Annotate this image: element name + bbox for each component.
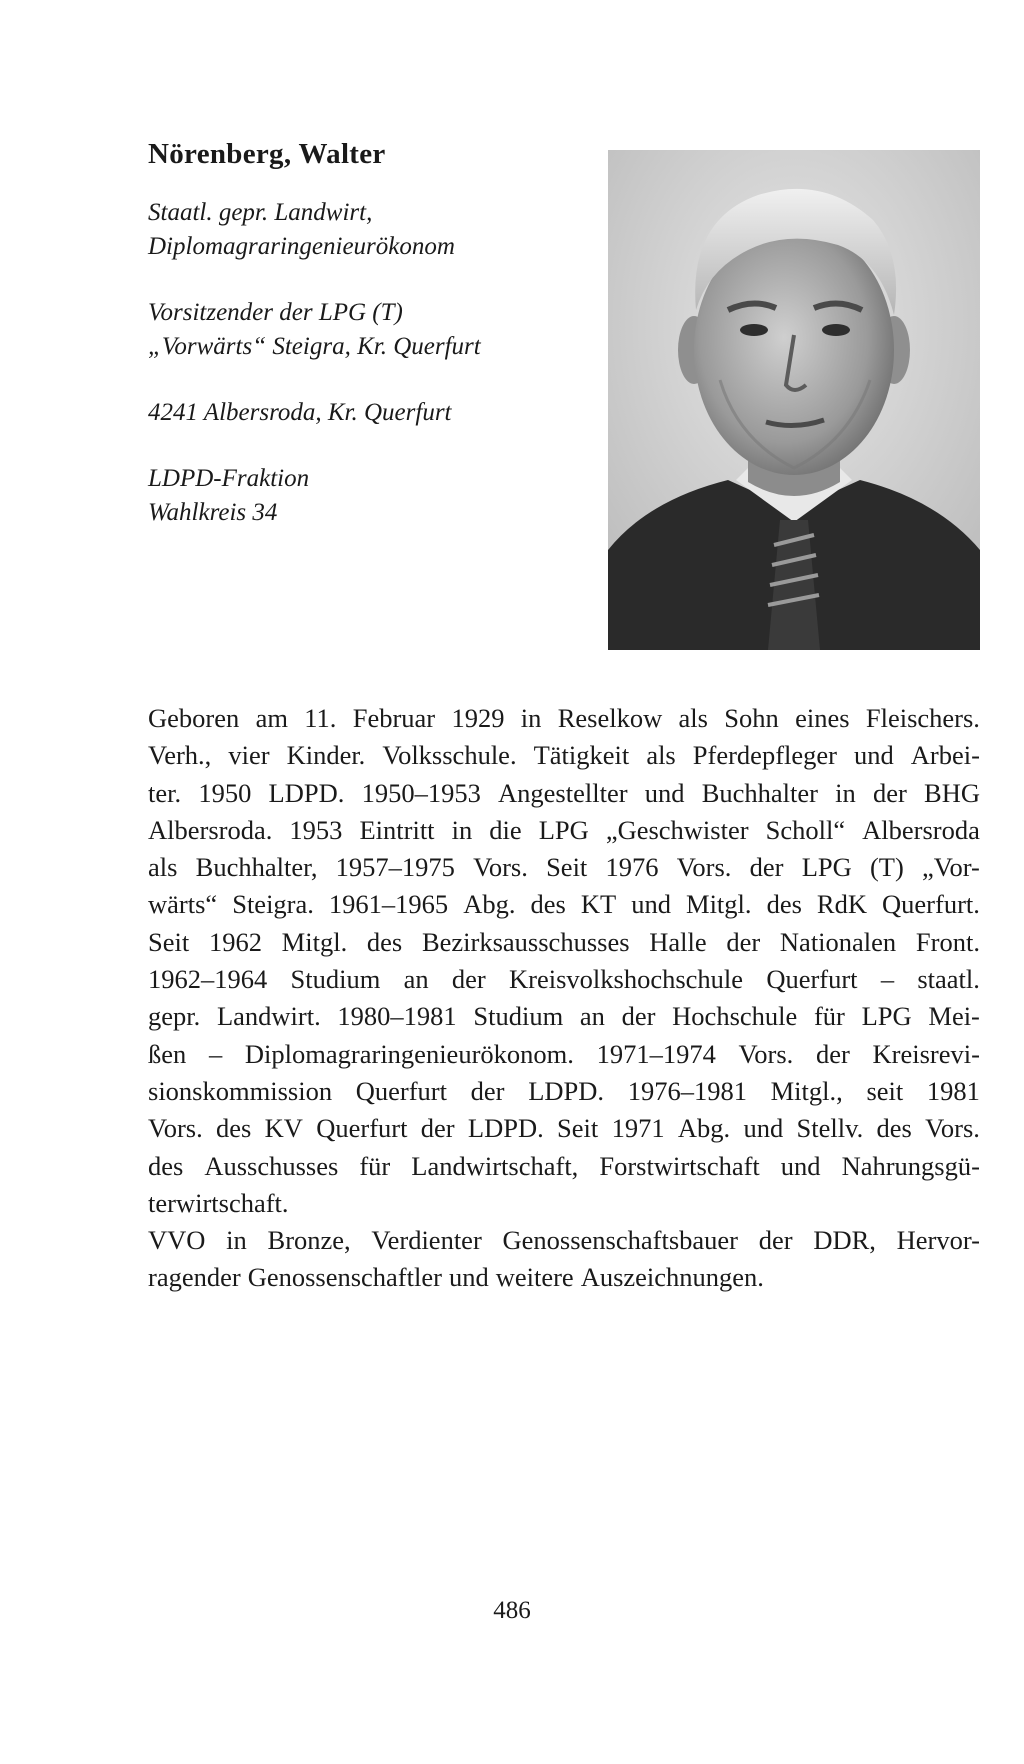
biography-word: die	[489, 814, 522, 845]
biography-word: vier	[228, 740, 270, 771]
biography-word: Bronze,	[267, 1225, 351, 1256]
biography-word: sionskommission	[148, 1075, 333, 1106]
biography-line	[148, 812, 980, 849]
biography-line	[148, 1036, 980, 1073]
biography-word: Geboren	[148, 703, 240, 733]
biography-word: 1957–1975	[335, 852, 455, 883]
position	[148, 296, 588, 364]
biography-word: VVO	[148, 1225, 206, 1256]
biography-word: Sohn	[724, 703, 779, 733]
biography-word: „Vor-	[922, 852, 980, 883]
biography-word: Studium	[290, 964, 381, 995]
biography-word: Auszeichnungen.	[580, 1262, 764, 1293]
biography-word: 1976–1981	[627, 1075, 747, 1106]
biography-word: Eintritt	[359, 814, 435, 845]
address-line: 4241 Albersroda, Kr. Querfurt	[148, 399, 452, 426]
biography-line	[148, 924, 980, 961]
biography-word: Steigra.	[232, 889, 314, 920]
biography-word: Albersroda	[862, 814, 980, 845]
biography-word: Tätigkeit	[533, 740, 630, 771]
biography-word: Kinder.	[286, 740, 366, 771]
biography-word: Kreisvolkshochschule	[509, 964, 744, 995]
biography-word: Vors.	[925, 1113, 980, 1144]
address	[148, 396, 588, 430]
biography-word: Landwirt.	[216, 1001, 321, 1032]
biography-word: Landwirtschaft,	[411, 1150, 579, 1181]
biography-word: der	[815, 1038, 850, 1069]
biography-word: Vors.	[738, 1038, 794, 1069]
biography-word: in	[835, 777, 856, 808]
person-info	[148, 196, 588, 562]
biography-word: und	[644, 777, 685, 808]
biography-word: Mei-	[928, 1001, 980, 1032]
faction-line: LDPD-Fraktion	[148, 465, 310, 492]
biography-word: 1950–1953	[361, 777, 481, 808]
biography-line	[148, 1222, 980, 1259]
biography-word: Albersroda.	[148, 814, 273, 845]
biography-word: ragender	[148, 1262, 241, 1293]
biography-word: ßen	[148, 1038, 187, 1069]
biography-word: Front.	[915, 926, 980, 957]
biography-word: des	[148, 1150, 184, 1181]
biography-word: (T)	[869, 852, 904, 883]
biography-word: der	[872, 777, 907, 808]
biography-word: Hervor-	[896, 1225, 980, 1256]
biography-word: LDPD.	[467, 1113, 544, 1144]
biography-word: Mitgl.,	[770, 1075, 843, 1106]
biography-word: Verdienter	[371, 1225, 482, 1256]
biography-word: 11.	[304, 703, 337, 733]
biography-word: 1953	[289, 814, 343, 845]
biography-word: 1971–1974	[596, 1038, 716, 1069]
biography-word: als	[646, 740, 676, 771]
biography-word: LDPD.	[268, 777, 345, 808]
biography-word: weitere	[495, 1262, 574, 1293]
biography-line	[148, 1259, 980, 1296]
biography-word: Kreisrevi-	[872, 1038, 980, 1069]
biography-word: Seit	[148, 926, 190, 957]
biography-word: Querfurt	[355, 1075, 447, 1106]
biography-word: LPG	[538, 814, 589, 845]
biography-word: 1980–1981	[337, 1001, 457, 1032]
biography-word: Volksschule.	[382, 740, 517, 771]
biography-word: Querfurt	[316, 1113, 408, 1144]
biography-word: Genossenschaftler	[247, 1262, 442, 1293]
biography-line	[148, 849, 980, 886]
biography-word: der	[420, 1113, 455, 1144]
biography-word: –	[208, 1038, 223, 1069]
biography-word: und	[854, 740, 894, 771]
biography-word: der	[726, 926, 761, 957]
biography-word: Seit	[557, 1113, 599, 1144]
biography-word: gepr.	[148, 1001, 201, 1032]
qualification-line: Diplomagraringenieurökonom	[148, 233, 455, 260]
biography-text	[148, 700, 980, 1297]
biography-word: in	[226, 1225, 247, 1256]
biography-word: Vors.	[148, 1113, 203, 1144]
biography-word: Verh.,	[148, 740, 212, 771]
biography-word: der	[758, 1225, 793, 1256]
biography-word: DDR,	[813, 1225, 876, 1256]
biography-line	[148, 737, 980, 774]
biography-word: LPG	[861, 1001, 912, 1032]
biography-line	[148, 700, 980, 737]
biography-word: Mitgl.	[281, 926, 348, 957]
biography-word: 1962	[208, 926, 262, 957]
biography-word: LPG	[801, 852, 852, 883]
biography-word: des	[216, 1113, 252, 1144]
biography-word: als	[678, 703, 708, 733]
biography-word: –	[880, 964, 895, 995]
biography-word: Querfurt.	[882, 889, 980, 920]
biography-word: Mitgl.	[686, 889, 752, 920]
biography-word: Buchhalter,	[195, 852, 318, 883]
biography-word: RdK	[816, 889, 867, 920]
biography-word: Seit	[546, 852, 588, 883]
biography-word: eines	[795, 703, 850, 733]
biography-word: 1929	[451, 703, 505, 733]
biography-line	[148, 775, 980, 812]
biography-word: LDPD.	[528, 1075, 605, 1106]
biography-word: 1981	[926, 1075, 980, 1106]
qualification	[148, 196, 588, 264]
biography-word: staatl.	[917, 964, 980, 995]
biography-word: ter.	[148, 777, 182, 808]
biography-word: Hochschule	[672, 1001, 798, 1032]
biography-word: Abg.	[677, 1113, 731, 1144]
biography-word: des	[530, 889, 566, 920]
biography-word: Reselkow	[557, 703, 663, 733]
biography-word: terwirtschaft.	[148, 1187, 289, 1218]
portrait-photo	[608, 150, 980, 650]
biography-word: Abg.	[463, 889, 516, 920]
biography-word: Diplomagraringenieurökonom.	[244, 1038, 574, 1069]
biography-word: 1976	[605, 852, 659, 883]
faction-line: Wahlkreis 34	[148, 499, 278, 526]
biography-word: wärts“	[148, 889, 218, 920]
biography-word: Bezirksausschusses	[421, 926, 630, 957]
biography-word: Ausschusses	[204, 1150, 339, 1181]
biography-word: Februar	[352, 703, 436, 733]
biography-word: der	[451, 964, 486, 995]
biography-word: Studium	[473, 1001, 564, 1032]
biography-word: KV	[264, 1113, 303, 1144]
biography-word: 1962–1964	[148, 964, 268, 995]
biography-word: und	[780, 1150, 821, 1181]
biography-word: Querfurt	[766, 964, 858, 995]
biography-word: als	[148, 852, 178, 883]
biography-word: des	[876, 1113, 912, 1144]
biography-line	[148, 961, 980, 998]
biography-line	[148, 998, 980, 1035]
person-name: Nörenberg, Walter	[148, 138, 386, 170]
position-line: Vorsitzender der LPG (T)	[148, 299, 403, 326]
biography-word: Buchhalter	[701, 777, 818, 808]
biography-word: an	[403, 964, 429, 995]
biography-word: und	[743, 1113, 784, 1144]
biography-word: am	[255, 703, 288, 733]
biography-word: Nationalen	[779, 926, 897, 957]
biography-word: der	[749, 852, 784, 883]
biography-word: Forstwirtschaft	[599, 1150, 760, 1181]
biography-word: an	[579, 1001, 605, 1032]
biography-word: der	[470, 1075, 505, 1106]
biography-word: für	[359, 1150, 391, 1181]
biography-word: Stellv.	[796, 1113, 864, 1144]
biography-word: der	[621, 1001, 656, 1032]
biography-line	[148, 886, 980, 923]
biography-word: 1971	[611, 1113, 665, 1144]
biography-line	[148, 1148, 980, 1185]
biography-word: Vors.	[676, 852, 732, 883]
qualification-line: Staatl. gepr. Landwirt,	[148, 199, 373, 226]
biography-word: des	[766, 889, 802, 920]
biography-word: Fleischers.	[865, 703, 980, 733]
biography-word: 1961–1965	[328, 889, 449, 920]
biography-word: in	[520, 703, 542, 733]
biography-word: KT	[580, 889, 617, 920]
biography-word: seit	[866, 1075, 904, 1106]
biography-word: „Geschwister	[605, 814, 749, 845]
position-line: „Vorwärts“ Steigra, Kr. Querfurt	[148, 333, 481, 360]
biography-word: Genossenschaftsbauer	[502, 1225, 738, 1256]
biography-word: in	[451, 814, 473, 845]
biography-word: Vors.	[473, 852, 528, 883]
portrait-illustration	[608, 150, 980, 650]
biography-word: Angestellter	[498, 777, 628, 808]
biography-word: BHG	[924, 777, 980, 808]
biography-word: Nahrungsgü-	[841, 1150, 980, 1181]
biography-word: Halle	[649, 926, 707, 957]
page-number: 486	[493, 1597, 531, 1624]
biography-word: 1950	[198, 777, 252, 808]
biography-word: Scholl“	[765, 814, 846, 845]
biography-word: für	[813, 1001, 845, 1032]
biography-line	[148, 1185, 980, 1222]
faction	[148, 462, 588, 530]
biography-word: Pferdepfleger	[692, 740, 837, 771]
biography-word: und	[448, 1262, 489, 1293]
biography-word: Arbei-	[910, 740, 980, 771]
biography-line	[148, 1110, 980, 1147]
biography-line	[148, 1073, 980, 1110]
biography-word: des	[366, 926, 403, 957]
biography-word: und	[631, 889, 671, 920]
